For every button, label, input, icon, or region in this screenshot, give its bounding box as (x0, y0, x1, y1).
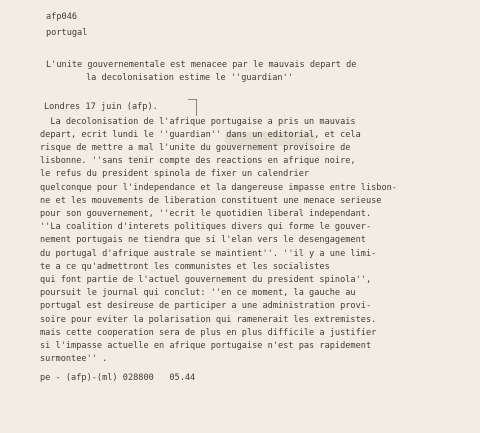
body-line: le refus du president spinola de fixer un calendrier (40, 169, 310, 179)
body-line: La decolonisation de l'afrique portugaise a pris un mauvais (40, 117, 356, 127)
body-line: depart, ecrit lundi le ''guardian'' dans un editorial, et cela (40, 130, 361, 140)
body-line: soire pour eviter la polarisation qui ramenerait les extremistes. (40, 315, 377, 325)
body-line: ''La coalition d'interets politiques divers qui forme le gouver- (40, 222, 372, 232)
body-line: poursuit le journal qui conclut: ''en ce moment, la gauche au (40, 288, 356, 298)
headline-line-2: la decolonisation estime le ''guardian'' (86, 73, 293, 83)
body-line: du portugal d'afrique australe se maintient''. ''il y a une limi- (40, 249, 377, 259)
footer-slug: pe - (afp)-(ml) 028800 05.44 (40, 373, 196, 383)
body-line: surmontee'' . (40, 354, 108, 364)
body-line: nement portugais ne tiendra que si l'elan vers le desengagement (40, 235, 366, 245)
body-line: si l'impasse actuelle en afrique portugaise n'est pas rapidement (40, 341, 372, 351)
body-line: portugal est desireuse de participer a une administration provi- (40, 301, 372, 311)
dispatch-region: portugal (46, 28, 88, 38)
dateline: Londres 17 juin (afp). (44, 102, 158, 112)
headline-line-1: L'unite gouvernementale est menacee par le mauvais depart de (46, 60, 357, 70)
margin-mark (188, 99, 197, 116)
body-line: risque de mettre a mal l'unite du gouvernement provisoire de (40, 143, 351, 153)
body-line: quelconque pour l'independance et la dangereuse impasse entre lisbon- (40, 183, 397, 193)
body-line: mais cette cooperation sera de plus en plus difficile a justifier (40, 328, 377, 338)
body-line: ne et les mouvements de liberation constituent une menace serieuse (40, 196, 382, 206)
dispatch-code: afp046 (46, 12, 78, 22)
body-line: lisbonne. ''sans tenir compte des reactions en afrique noire, (40, 156, 356, 166)
body-line: qui font partie de l'actuel gouvernement du president spinola'', (40, 275, 372, 285)
body-line: te a ce qu'admettront les communistes et les socialistes (40, 262, 330, 272)
body-line: pour son gouvernement, ''ecrit le quotidien liberal independant. (40, 209, 372, 219)
